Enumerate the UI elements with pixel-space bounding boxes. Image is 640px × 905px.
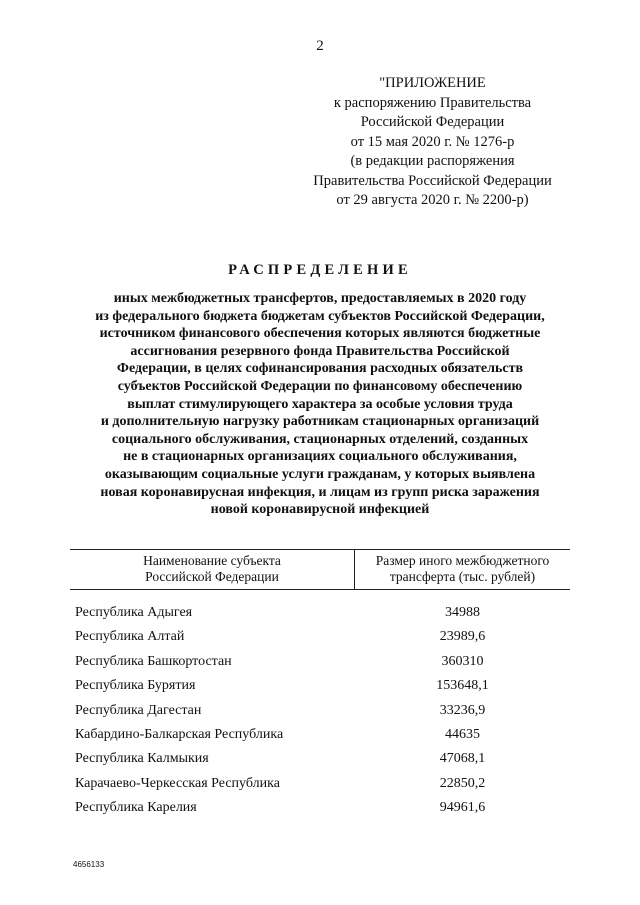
subtitle-line: выплат стимулирующего характера за особые условия труда [127, 396, 513, 412]
table-row [70, 749, 570, 773]
subtitle-line: социального обслуживания, стационарных отделений, созданных [111, 431, 529, 447]
document-subtitle [70, 290, 570, 519]
table-body [70, 603, 570, 823]
table-header-bottom-border [70, 589, 570, 590]
appendix-line: от 29 августа 2020 г. № 2200-р) [336, 192, 529, 208]
subject-name: Карачаево-Черкесская Республика [75, 775, 280, 791]
transfer-amount: 153648,1 [436, 678, 489, 694]
transfer-amount: 22850,2 [439, 775, 486, 791]
column-header-amount [355, 553, 570, 585]
appendix-line: Российской Федерации [360, 114, 505, 130]
transfer-amount: 44635 [445, 726, 480, 742]
subject-name: Республика Калмыкия [75, 751, 209, 767]
subtitle-line: источником финансового обеспечения которых являются бюджетные [99, 326, 541, 342]
subject-name: Республика Адыгея [75, 605, 193, 620]
document-id: 4656133 [73, 860, 105, 869]
subject-name: Республика Карелия [75, 800, 197, 816]
subtitle-line: из федерального бюджета бюджетам субъектов Российской Федерации, [95, 308, 545, 324]
subtitle-line: не в стационарных организациях социального обслуживания, [123, 449, 517, 465]
table-row [70, 798, 570, 822]
table-row [70, 627, 570, 651]
subject-name: Республика Башкортостан [75, 653, 232, 669]
column-header-line: Российской Федерации [145, 569, 279, 584]
transfer-amount: 23989,6 [439, 629, 486, 645]
subject-name: Республика Бурятия [75, 678, 196, 694]
column-header-line: трансферта (тыс. рублей) [389, 569, 536, 584]
subtitle-line: ассигнования резервного фонда Правительства Российской [130, 343, 510, 359]
subtitle-line: новой коронавирусной инфекцией [210, 502, 430, 518]
table-row [70, 725, 570, 749]
transfer-amount: 360310 [441, 653, 484, 669]
appendix-line: (в редакции распоряжения [350, 153, 515, 169]
appendix-header [305, 74, 560, 211]
appendix-line: "ПРИЛОЖЕНИЕ [379, 75, 486, 91]
column-header-subject [70, 553, 354, 585]
transfer-amount: 94961,6 [439, 800, 486, 816]
column-header-line: Наименование субъекта [143, 553, 281, 568]
table-row [70, 676, 570, 700]
transfer-amount: 34988 [445, 605, 480, 620]
appendix-line: от 15 мая 2020 г. № 1276-р [350, 133, 515, 150]
appendix-line: Правительства Российской Федерации [313, 172, 552, 189]
table-row [70, 701, 570, 725]
table-row [70, 774, 570, 798]
subtitle-line: Федерации, в целях софинансирования расходных обязательств [116, 361, 524, 377]
subtitle-line: и дополнительную нагрузку работникам стационарных организаций [100, 414, 540, 430]
document-title: РАСПРЕДЕЛЕНИЕ [228, 262, 412, 278]
table-top-border [70, 549, 570, 550]
subtitle-line: иных межбюджетных трансфертов, предоставляемых в 2020 году [113, 291, 527, 306]
transfer-amount: 33236,9 [439, 702, 486, 718]
page-number: 2 [316, 38, 324, 54]
subtitle-line: субъектов Российской Федерации по финансовому обеспечению [117, 378, 523, 394]
table-row [70, 652, 570, 676]
subtitle-line: оказывающим социальные услуги гражданам, у которых выявлена [104, 466, 536, 482]
subject-name: Республика Алтай [75, 629, 185, 645]
subject-name: Республика Дагестан [75, 702, 202, 718]
column-header-line: Размер иного межбюджетного [375, 553, 550, 568]
appendix-line: к распоряжению Правительства [333, 94, 532, 111]
table-row [70, 603, 570, 627]
transfer-amount: 47068,1 [439, 751, 486, 767]
subtitle-line: новая коронавирусная инфекция, и лицам из групп риска заражения [100, 484, 540, 500]
subject-name: Кабардино-Балкарская Республика [75, 726, 284, 742]
